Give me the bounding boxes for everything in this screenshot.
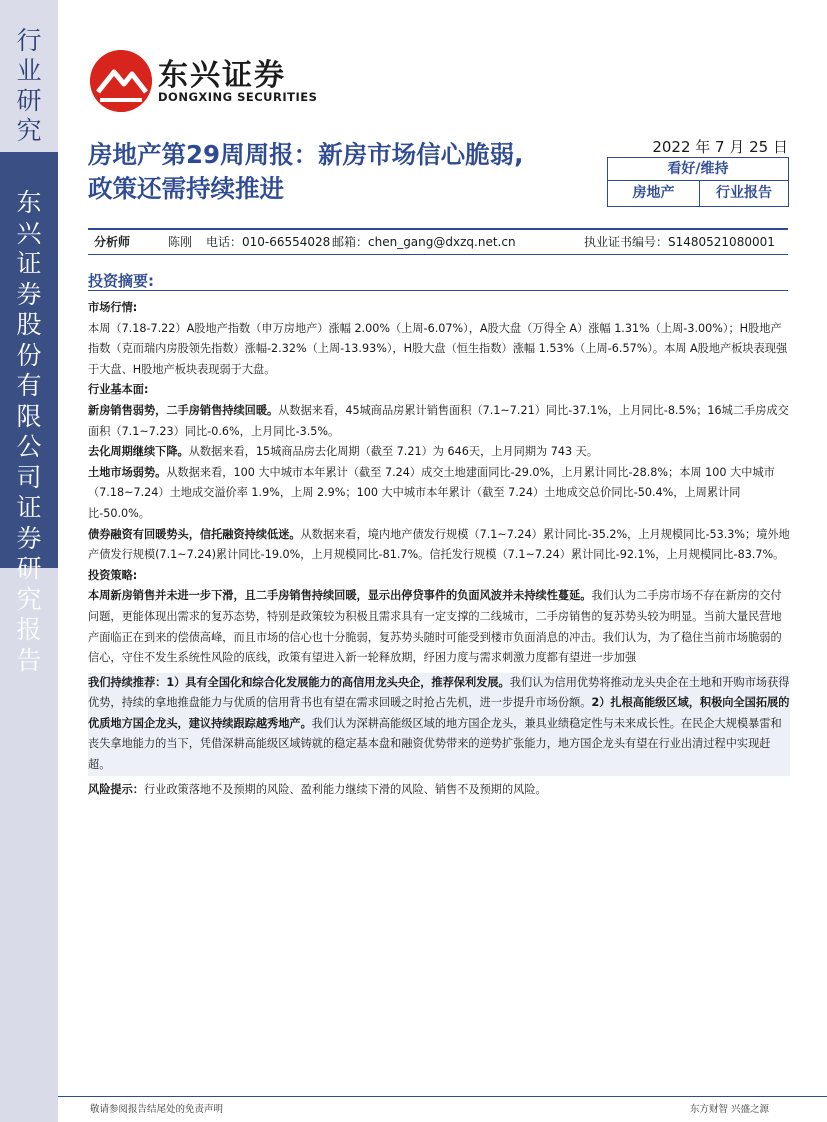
strategy-p2-text2: 我们认为深耕高能级区域的地方国企龙头，兼具业绩稳定性与未来成长性。在民企大规模暴雷和丧失拿地能力的当下，凭借深耕高能级区域铸就的稳定基本盘和融资优势带来的逆势扩张能力，地方国企龙头有望在行业出清过程中实现赶超。 [88, 716, 782, 772]
industry-label: 房地产 [632, 185, 675, 201]
summary-content [88, 298, 790, 800]
fundamentals-p1-text: 从数据来看，45城商品房累计销售面积（7.1~7.21）同比-37.1%，上月同比-8.5%；16城二手房成交面积（7.1~7.23）同比-0.6%，上月同比-3.5%。 [88, 403, 789, 438]
strategy-heading: 投资策略: [88, 568, 138, 582]
analyst-phone: 电话：010-66554028 [206, 235, 331, 249]
report-date: 2022 年 7 月 25 日 [652, 138, 788, 156]
fundamentals-p1 [88, 401, 790, 442]
footer-divider [58, 1096, 827, 1097]
fundamentals-p4-lead: 债券融资有回暖势头，信托融资持续低迷。 [88, 527, 301, 541]
report-type-label: 行业报告 [716, 185, 772, 201]
report-title-line1: 房地产第29周周报：新房市场信心脆弱, [88, 140, 524, 169]
sidebar-top [0, 0, 58, 152]
rating-box [607, 157, 789, 207]
strategy-p2-lead1: 1）具有全国化和综合化发展能力的高信用龙头央企，推荐保利发展。 [166, 675, 510, 689]
fundamentals-p2 [88, 442, 790, 463]
fundamentals-heading: 行业基本面: [88, 383, 149, 397]
sidebar-company-label: 东兴证券股份有限公司证券研究报告 [16, 188, 42, 675]
sidebar-category-label: 行业研究 [16, 26, 42, 145]
strategy-p2-intro: 我们持续推荐： [88, 675, 167, 689]
footer-disclaimer: 敬请参阅报告结尾处的免责声明 [90, 1104, 224, 1115]
company-name-cn: 东兴证券 [158, 58, 286, 93]
report-title-line2: 政策还需持续推进 [88, 174, 284, 203]
fundamentals-p3-lead: 土地市场弱势。 [88, 465, 167, 479]
strategy-p1-lead: 本周新房销售并未进一步下滑，且二手房销售持续回暖，显示出停贷事件的负面风波并未持续性蔓延。 [88, 589, 592, 603]
fundamentals-p4-text: 从数据来看，境内地产债发行规模（7.1~7.24）累计同比-35.2%，上月规模同比-53.3%；境外地产债发行规模(7.1~7.24)累计同比-19.0%，上月规模同比-81.7%。信托发行规模（7.1~7.24）累计同比-92.1%，上月规模同比-83.7%。 [88, 527, 790, 562]
sidebar [0, 0, 58, 1122]
fundamentals-p3 [88, 463, 790, 525]
analyst-email[interactable]: 邮箱：chen_gang@dxzq.net.cn [332, 235, 516, 249]
company-logo-icon [90, 50, 152, 112]
company-name-en: DONGXING SECURITIES [158, 90, 318, 104]
rating-label: 看好/维持 [608, 158, 788, 181]
summary-heading: 投资摘要: [88, 272, 154, 290]
strategy-p2-lead2: 2）扎根高能级区域，积极向全国拓展的优质地方国企龙头，建议持续跟踪越秀地产。 [88, 696, 790, 730]
fundamentals-p1-lead: 新房销售弱势，二手房销售持续回暖。 [88, 403, 279, 417]
risk-paragraph [88, 780, 790, 801]
strategy-p2 [88, 673, 790, 776]
market-paragraph: 本周（7.18-7.22）A股地产指数（申万房地产）涨幅 2.00%（上周-6.07%），A股大盘（万得全 A）涨幅 1.31%（上周-3.00%）；H股地产指数（克而瑞内房股领先指数）涨幅-2.32%（上周-13.93%），H股大盘（恒生指数）涨幅 1.53%（上周-6.57%）。本周 A股地产板块表现强于大盘、H股地产板块表现弱于大盘。 [88, 321, 788, 376]
report-title [88, 138, 588, 206]
analyst-license: 执业证书编号：S1480521080001 [584, 235, 775, 249]
fundamentals-p2-text: 从数据来看，15城商品房去化周期（截至 7.21）为 646天，上月同期为 743 天。 [188, 445, 599, 459]
analyst-bar [88, 228, 788, 255]
risk-text: 行业政策落地不及预期的风险、盈利能力继续下滑的风险、销售不及预期的风险。 [143, 782, 547, 796]
strategy-p1 [88, 586, 790, 668]
analyst-label: 分析师 [94, 235, 131, 249]
strategy-p2-text1: 我们认为信用优势将推动龙头央企在土地和开购市场获得优势，持续的拿地推盘能力与优质的信用背书也有望在需求回暖之时抢占先机，进一步提升市场份额。 [88, 675, 790, 710]
risk-lead: 风险提示： [88, 782, 144, 796]
fundamentals-p2-lead: 去化周期继续下降。 [88, 445, 189, 459]
footer-slogan: 东方财智 兴盛之源 [690, 1104, 770, 1115]
market-heading: 市场行情: [88, 301, 138, 314]
summary-divider [88, 290, 788, 291]
fundamentals-p4 [88, 525, 790, 566]
strategy-p1-text: 我们认为二手房市场不存在新房的交付问题，更能体现出需求的复苏态势，特别是政策较为积极且需求具有一定支撑的二线城市，二手房销售的复苏势头较为明显。当前大量民营地产面临正在到来的偿债高峰，而且市场的信心也十分脆弱，复苏势头随时可能受到楼市负面消息的冲击。我们认为，为了稳住当前市场脆弱的信心，守住不发生系统性风险的底线，政策有望进入新一轮释放期，纾困力度与需求刺激力度都有望进一步加强 [88, 589, 782, 665]
analyst-name: 陈刚 [168, 235, 193, 249]
fundamentals-p3-text: 从数据来看，100 大中城市本年累计（截至 7.24）成交土地建面同比-29.0%，上月累计同比-28.8%；本周 100 大中城市（7.18~7.24）土地成交溢价率 1.9%，上周 2.9%；100 大中城市本年累计（截至 7.24）土地成交总价同比-50.4%，上周累计同比-50.0%。 [88, 465, 775, 520]
